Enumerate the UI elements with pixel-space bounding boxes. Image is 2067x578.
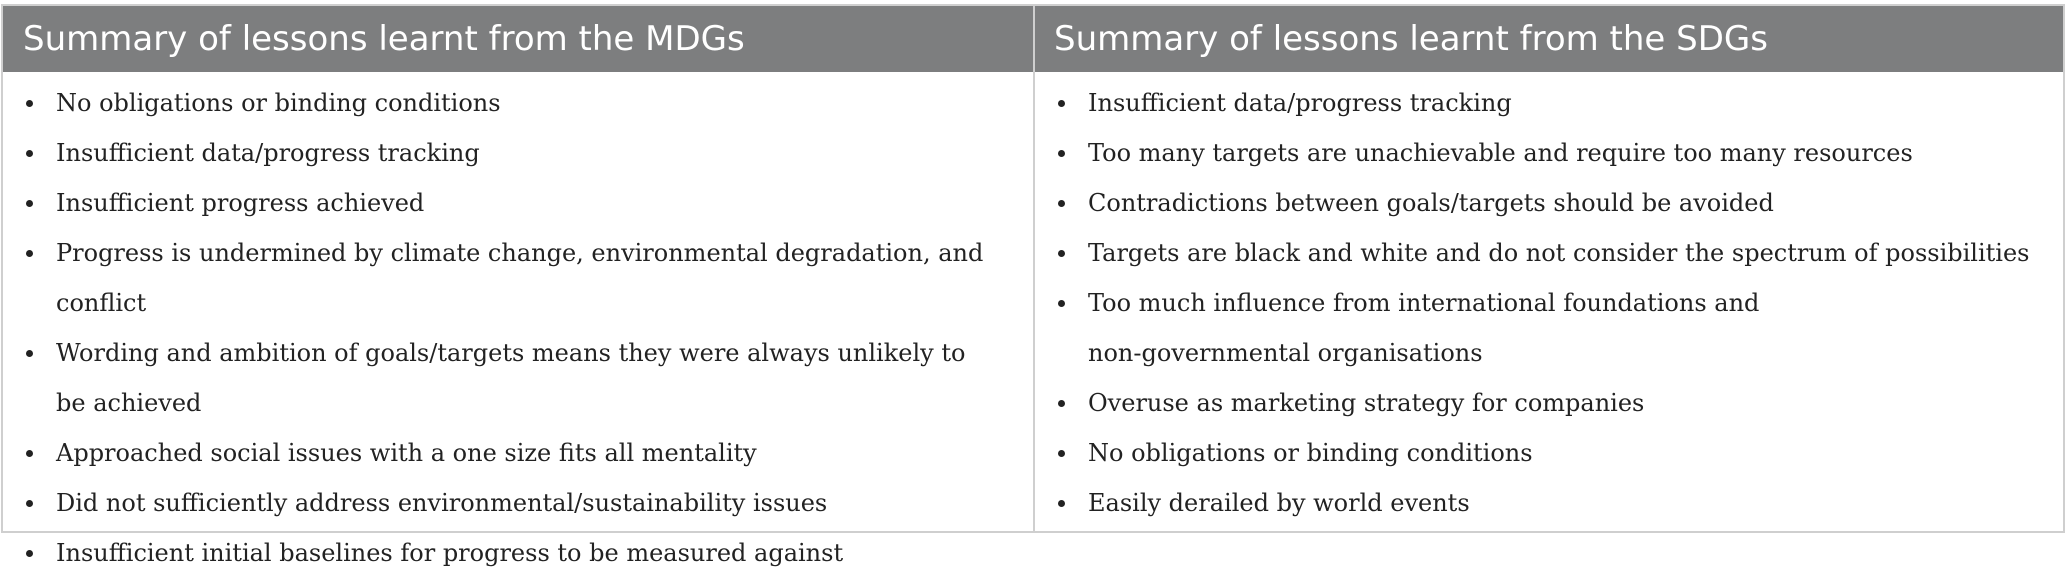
lessons-table: [1, 4, 2065, 567]
list-item: Targets are black and white and do not consider the spectrum of possibilities: [1067, 228, 2063, 278]
list-item: Insufficient data/progress tracking: [1067, 78, 2063, 128]
list-item: No obligations or binding conditions: [35, 78, 1033, 128]
list-item: Did not sufficiently address environmental/sustainability issues: [35, 478, 1033, 528]
sdgs-lessons-list: [1035, 72, 2063, 528]
list-item: No obligations or binding conditions: [1067, 428, 2063, 478]
list-item: Contradictions between goals/targets should be avoided: [1067, 178, 2063, 228]
list-item: Too many targets are unachievable and require too many resources: [1067, 128, 2063, 178]
mdgs-column: [3, 6, 1033, 567]
list-item: Wording and ambition of goals/targets means they were always unlikely to be achieved: [35, 328, 1033, 428]
list-item: Insufficient data/progress tracking: [35, 128, 1033, 178]
list-item: Insufficient initial baselines for progress to be measured against: [35, 528, 1033, 578]
list-item: Overuse as marketing strategy for companies: [1067, 378, 2063, 428]
list-item: Approached social issues with a one size fits all mentality: [35, 428, 1033, 478]
list-item: Too much influence from international foundations and non-governmental organisations: [1067, 278, 2063, 378]
list-item: Progress is undermined by climate change, environmental degradation, and conflict: [35, 228, 1033, 328]
list-item: Insufficient progress achieved: [35, 178, 1033, 228]
mdgs-lessons-list: [3, 72, 1033, 578]
list-item: Easily derailed by world events: [1067, 478, 2063, 528]
mdgs-column-header: Summary of lessons learnt from the MDGs: [3, 6, 1033, 72]
sdgs-column-header: Summary of lessons learnt from the SDGs: [1035, 6, 2063, 72]
sdgs-column: [1033, 6, 2063, 531]
